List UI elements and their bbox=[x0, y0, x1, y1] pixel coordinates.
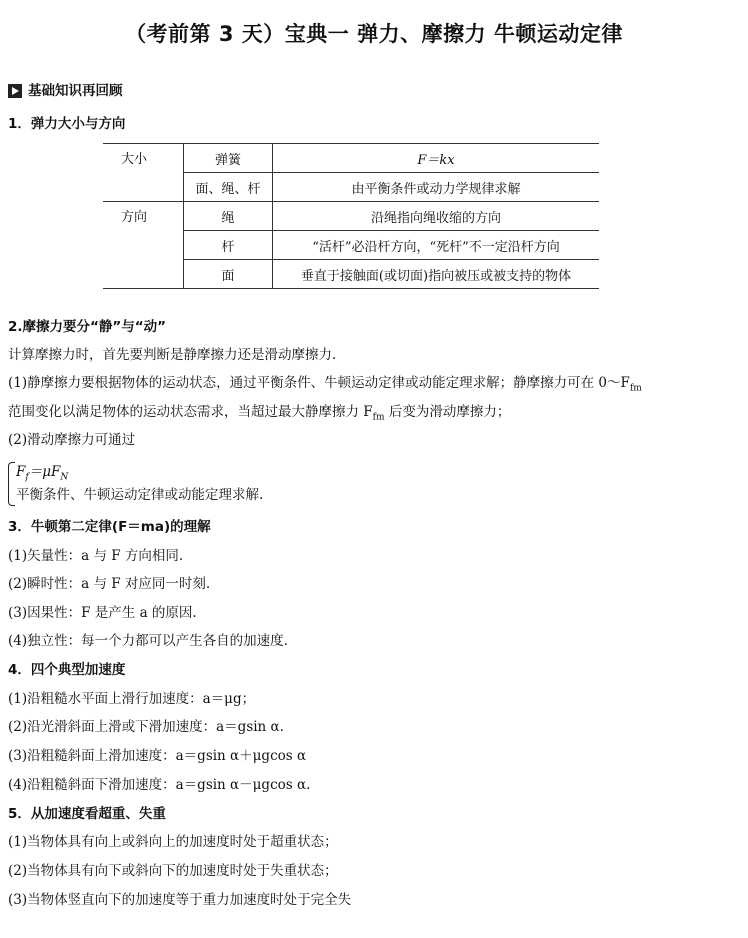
heading-4: 4．四个典型加速度 bbox=[8, 662, 126, 678]
list-item: (2)当物体具有向下或斜向下的加速度时处于失重状态； bbox=[8, 863, 338, 879]
row-type: 弹簧 bbox=[184, 144, 273, 173]
section-header-label: 基础知识再回顾 bbox=[28, 83, 123, 99]
list-item: (1)矢量性：a 与 F 方向相同. bbox=[8, 548, 184, 564]
row-desc: “活杆”必沿杆方向，“死杆”不一定沿杆方向 bbox=[312, 239, 560, 255]
row-type: 面 bbox=[184, 260, 273, 289]
list-item: (3)因果性：F 是产生 a 的原因. bbox=[8, 605, 197, 621]
list-item: (3)沿粗糙斜面上滑加速度：a＝gsin α＋μgcos α bbox=[8, 748, 307, 764]
row-type: 绳 bbox=[184, 202, 273, 231]
direction-label: 方向 bbox=[103, 202, 184, 289]
row-type: 杆 bbox=[184, 231, 273, 260]
row-desc: 垂直于接触面(或切面)指向被压或被支持的物体 bbox=[300, 268, 572, 284]
paragraph: (2)滑动摩擦力可通过 bbox=[8, 432, 136, 448]
section-header bbox=[8, 82, 123, 100]
paragraph: 计算摩擦力时，首先要判断是静摩擦力还是滑动摩擦力. bbox=[8, 347, 337, 363]
list-item: (2)沿光滑斜面上滑或下滑加速度：a＝gsin α. bbox=[8, 719, 284, 735]
list-item: (4)沿粗糙斜面下滑加速度：a＝gsin α－μgcos α. bbox=[8, 777, 311, 793]
formula-note: 平衡条件、牛顿运动定律或动能定理求解. bbox=[16, 487, 264, 503]
heading-5: 5．从加速度看超重、失重 bbox=[8, 806, 166, 822]
size-label: 大小 bbox=[121, 152, 148, 167]
page-title: （考前第 3 天）宝典一 弹力、摩擦力 牛顿运动定律 bbox=[125, 22, 623, 46]
elastic-force-table bbox=[103, 143, 599, 289]
paragraph: 范围变化以满足物体的运动状态需求，当超过最大静摩擦力 $F_{fm}$ 后变为滑动摩擦力； bbox=[8, 404, 511, 423]
heading-1: 1．弹力大小与方向 bbox=[8, 116, 126, 132]
heading-3: 3．牛顿第二定律(F＝ma)的理解 bbox=[8, 519, 211, 535]
table-row bbox=[103, 144, 599, 173]
play-icon bbox=[8, 84, 22, 98]
row-desc: 由平衡条件或动力学规律求解 bbox=[351, 181, 521, 197]
row-desc: 沿绳指向绳收缩的方向 bbox=[370, 210, 501, 226]
row-desc: F＝kx bbox=[417, 152, 455, 168]
paragraph: (1)静摩擦力要根据物体的运动状态，通过平衡条件、牛顿运动定律或动能定理求解；静摩擦力可在 $0\sim F_{fm}$ bbox=[8, 375, 642, 394]
fade-overlay bbox=[355, 890, 415, 912]
list-item: (3)当物体竖直向下的加速度等于重力加速度时处于完全失 bbox=[8, 892, 352, 908]
list-item: (2)瞬时性：a 与 F 对应同一时刻. bbox=[8, 576, 211, 592]
formula-friction: $F_f=\mu F_N$ bbox=[16, 464, 69, 483]
heading-2: 2.摩擦力要分“静”与“动” bbox=[8, 319, 167, 335]
list-item: (1)当物体具有向上或斜向上的加速度时处于超重状态； bbox=[8, 834, 338, 850]
list-item: (1)沿粗糙水平面上滑行加速度：a＝μg； bbox=[8, 691, 256, 707]
list-item: (4)独立性：每一个力都可以产生各自的加速度. bbox=[8, 633, 288, 649]
brace bbox=[8, 462, 15, 506]
row-type: 面、绳、杆 bbox=[184, 173, 273, 202]
table-row bbox=[103, 202, 599, 231]
